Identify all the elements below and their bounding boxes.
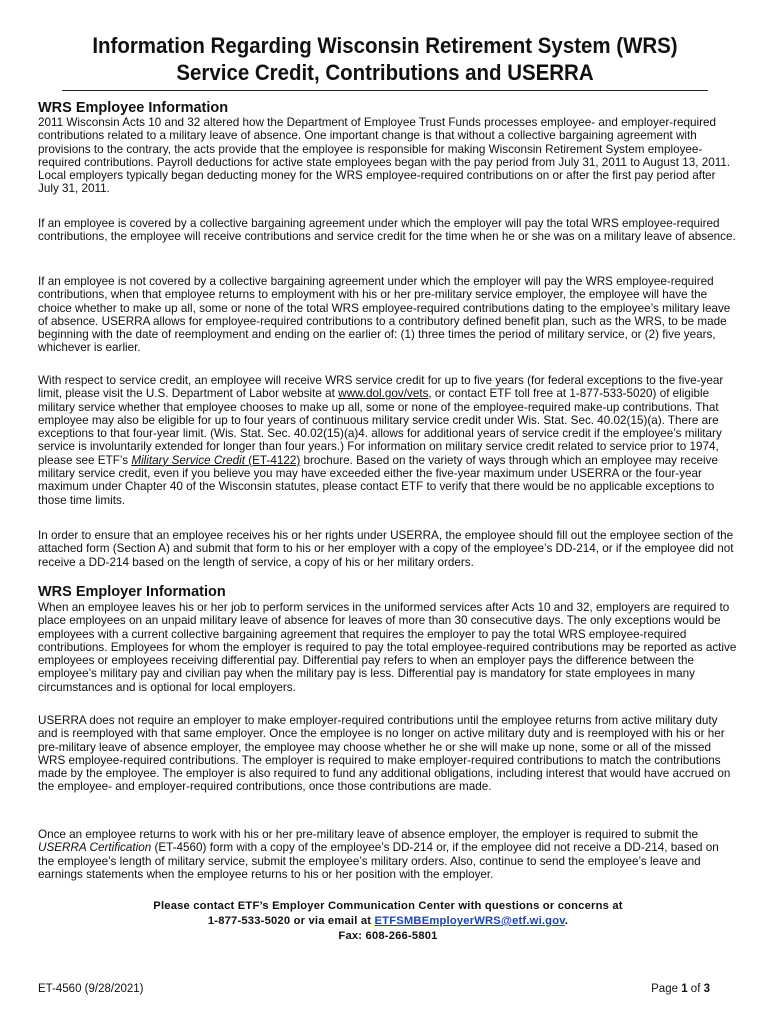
page-label: Page: [651, 983, 682, 995]
contact-period: .: [564, 915, 569, 927]
page-total: 3: [703, 983, 710, 995]
employee-p4-text-a: With respect to service credit, an employee will receive WRS service credit for up to five years (for federal exceptions to the five-year limit, please visit the U.S. Department of Labor website at: [38, 374, 724, 401]
employer-paragraph-1: When an employee leaves his or her job to perform services in the uniformed services after Acts 10 and 32, employers are required to place employees on an unpaid military leave of absence for leaves of more than 30 consecutive days. The only exceptions would be employees with a current collective bargaining agreement that requires the employer to pay the total WRS employee-required contributions. Employees for whom the employer is required to pay the total employee-required contributions may be reported as active employees or employees receiving differential pay. Differential pay refers to when an employer pays the difference between the employee’s military pay and civilian pay when the military pay is less. Differential pay is mandatory for state employees in many circumstances and is optional for local employers.: [38, 601, 737, 694]
employee-p4-text-c: brochure. Based on the variety of ways through which an employee may receive military service credit, even if you believe you may have exceeded either the five-year maximum under USERRA or the four-year maximum under Chapter 40 of the Wisconsin statutes, please contact ETF to verify that there would be no applicable exceptions to those time limits.: [38, 453, 718, 507]
employer-paragraph-2: USERRA does not require an employer to make employer-required contributions until the employee returns from active military duty and is reemployed with that same employer. Once the employee is no longer on active military duty and is reemployed with his or her pre-military leave of absence employer, the employee may choose whether he or she will make up none, some or all of the missed WRS employee-required contributions. The employer is required to make employer-required contributions to match the contributions made by the employee. The employer is also required to fund any additional obligations, including interest that would have accrued on the employee- and employer-required contributions, once those contributions are made.: [38, 714, 731, 794]
employee-paragraph-1: 2011 Wisconsin Acts 10 and 32 altered how the Department of Employee Trust Funds processes employee- and employer-required contributions related to a military leave of absence. One important change is that without a collective bargaining agreement with provisions to the contrary, the acts provide that the employee is responsible for making Wisconsin Retirement System employee-required contributions. Payroll deductions for active state employees began with the pay period from July 31, 2011 to August 13, 2011. Local employers typically began deducting money for the WRS employee-required contributions on or after the first pay period after July 31, 2011.: [38, 116, 731, 196]
brochure-code: (ET-4122): [245, 453, 301, 467]
employer-p3-text-b: (ET-4560) form with a copy of the employee’s DD-214 or, if the employee did not receive a DD-214, based on the employee’s length of military service, submit the employee’s military orders. Also, continue to send the employee’s leave and earnings statements when the employee returns to his or her position with the employer.: [38, 841, 719, 881]
page-indicator: [651, 983, 710, 995]
page-number: 1: [681, 983, 688, 995]
title-line-2: Service Credit, Contributions and USERRA: [176, 60, 594, 85]
title-divider: [62, 90, 708, 91]
employer-section-heading: WRS Employer Information: [38, 584, 226, 600]
page-title: [55, 32, 715, 86]
contact-fax: Fax: 608-266-5801: [338, 930, 438, 942]
dol-vets-link[interactable]: www.dol.gov/vets: [338, 387, 429, 401]
employee-section-heading: WRS Employee Information: [38, 100, 229, 116]
contact-phone-text: 1-877-533-5020 or via email at: [207, 915, 375, 927]
form-code: ET-4560 (9/28/2021): [38, 983, 144, 995]
contact-line-1: Please contact ETF’s Employer Communication Center with questions or concerns at: [153, 900, 623, 912]
contact-line-2: [38, 914, 738, 929]
employer-paragraph-3: [38, 828, 738, 881]
page-of: of: [687, 983, 704, 995]
employee-p4-text-b: , or contact ETF toll free at 1-877-533-5020) of eligible military service whether that employee chooses to make up all, some or none of the employee-required make-up contributions. That employee may also be eligible for up to four years of continuous military service credit under Wis. Stat. Sec. 40.02(15)(a). There are exceptions to that four-year limit. (Wis. Stat. Sec. 40.02(15)(a)4. allows for additional years of service credit if the employee’s military service is involuntarily extended for longer than four years.) For information on military service credit related to service prior to 1974, please see ETF’s: [38, 387, 722, 467]
employee-paragraph-3: If an employee is not covered by a collective bargaining agreement under which the employer will pay the WRS employee-required contributions, when that employee returns to employment with his or her pre-military service employer, the employee will have the choice whether to make up all, some or none of the total WRS employee-required contributions dating to the employee’s military leave of absence. USERRA allows for employee-required contributions to a contributory defined benefit plan, such as the WRS, to be made beginning with the date of reemployment and ending on the earlier of: (1) three times the period of military service, or (2) five years, whichever is earlier.: [38, 275, 731, 355]
title-line-1: Information Regarding Wisconsin Retirement System (WRS): [92, 33, 678, 58]
military-service-credit-brochure-link[interactable]: Military Service Credit: [131, 453, 245, 467]
employee-paragraph-2: If an employee is covered by a collective bargaining agreement under which the employer will pay the total WRS employee-required contributions, the employee will receive contributions and service credit for the time when he or she was on a military leave of absence.: [38, 217, 736, 244]
employee-paragraph-5: In order to ensure that an employee receives his or her rights under USERRA, the employee should fill out the employee section of the attached form (Section A) and submit that form to his or her employer with a copy of the employee’s DD-214, or if the employee did not receive a DD-214 based on the length of service, a copy of his or her military orders.: [38, 529, 734, 569]
contact-block: [38, 899, 738, 944]
contact-email-link[interactable]: ETFSMBEmployerWRS@etf.wi.gov: [374, 915, 565, 927]
employee-paragraph-4: [38, 374, 738, 507]
userra-certification-form-name: USERRA Certification: [38, 841, 152, 855]
employer-p3-text-a: Once an employee returns to work with his or her pre-military leave of absence employer, the employer is required to submit the: [38, 828, 699, 841]
